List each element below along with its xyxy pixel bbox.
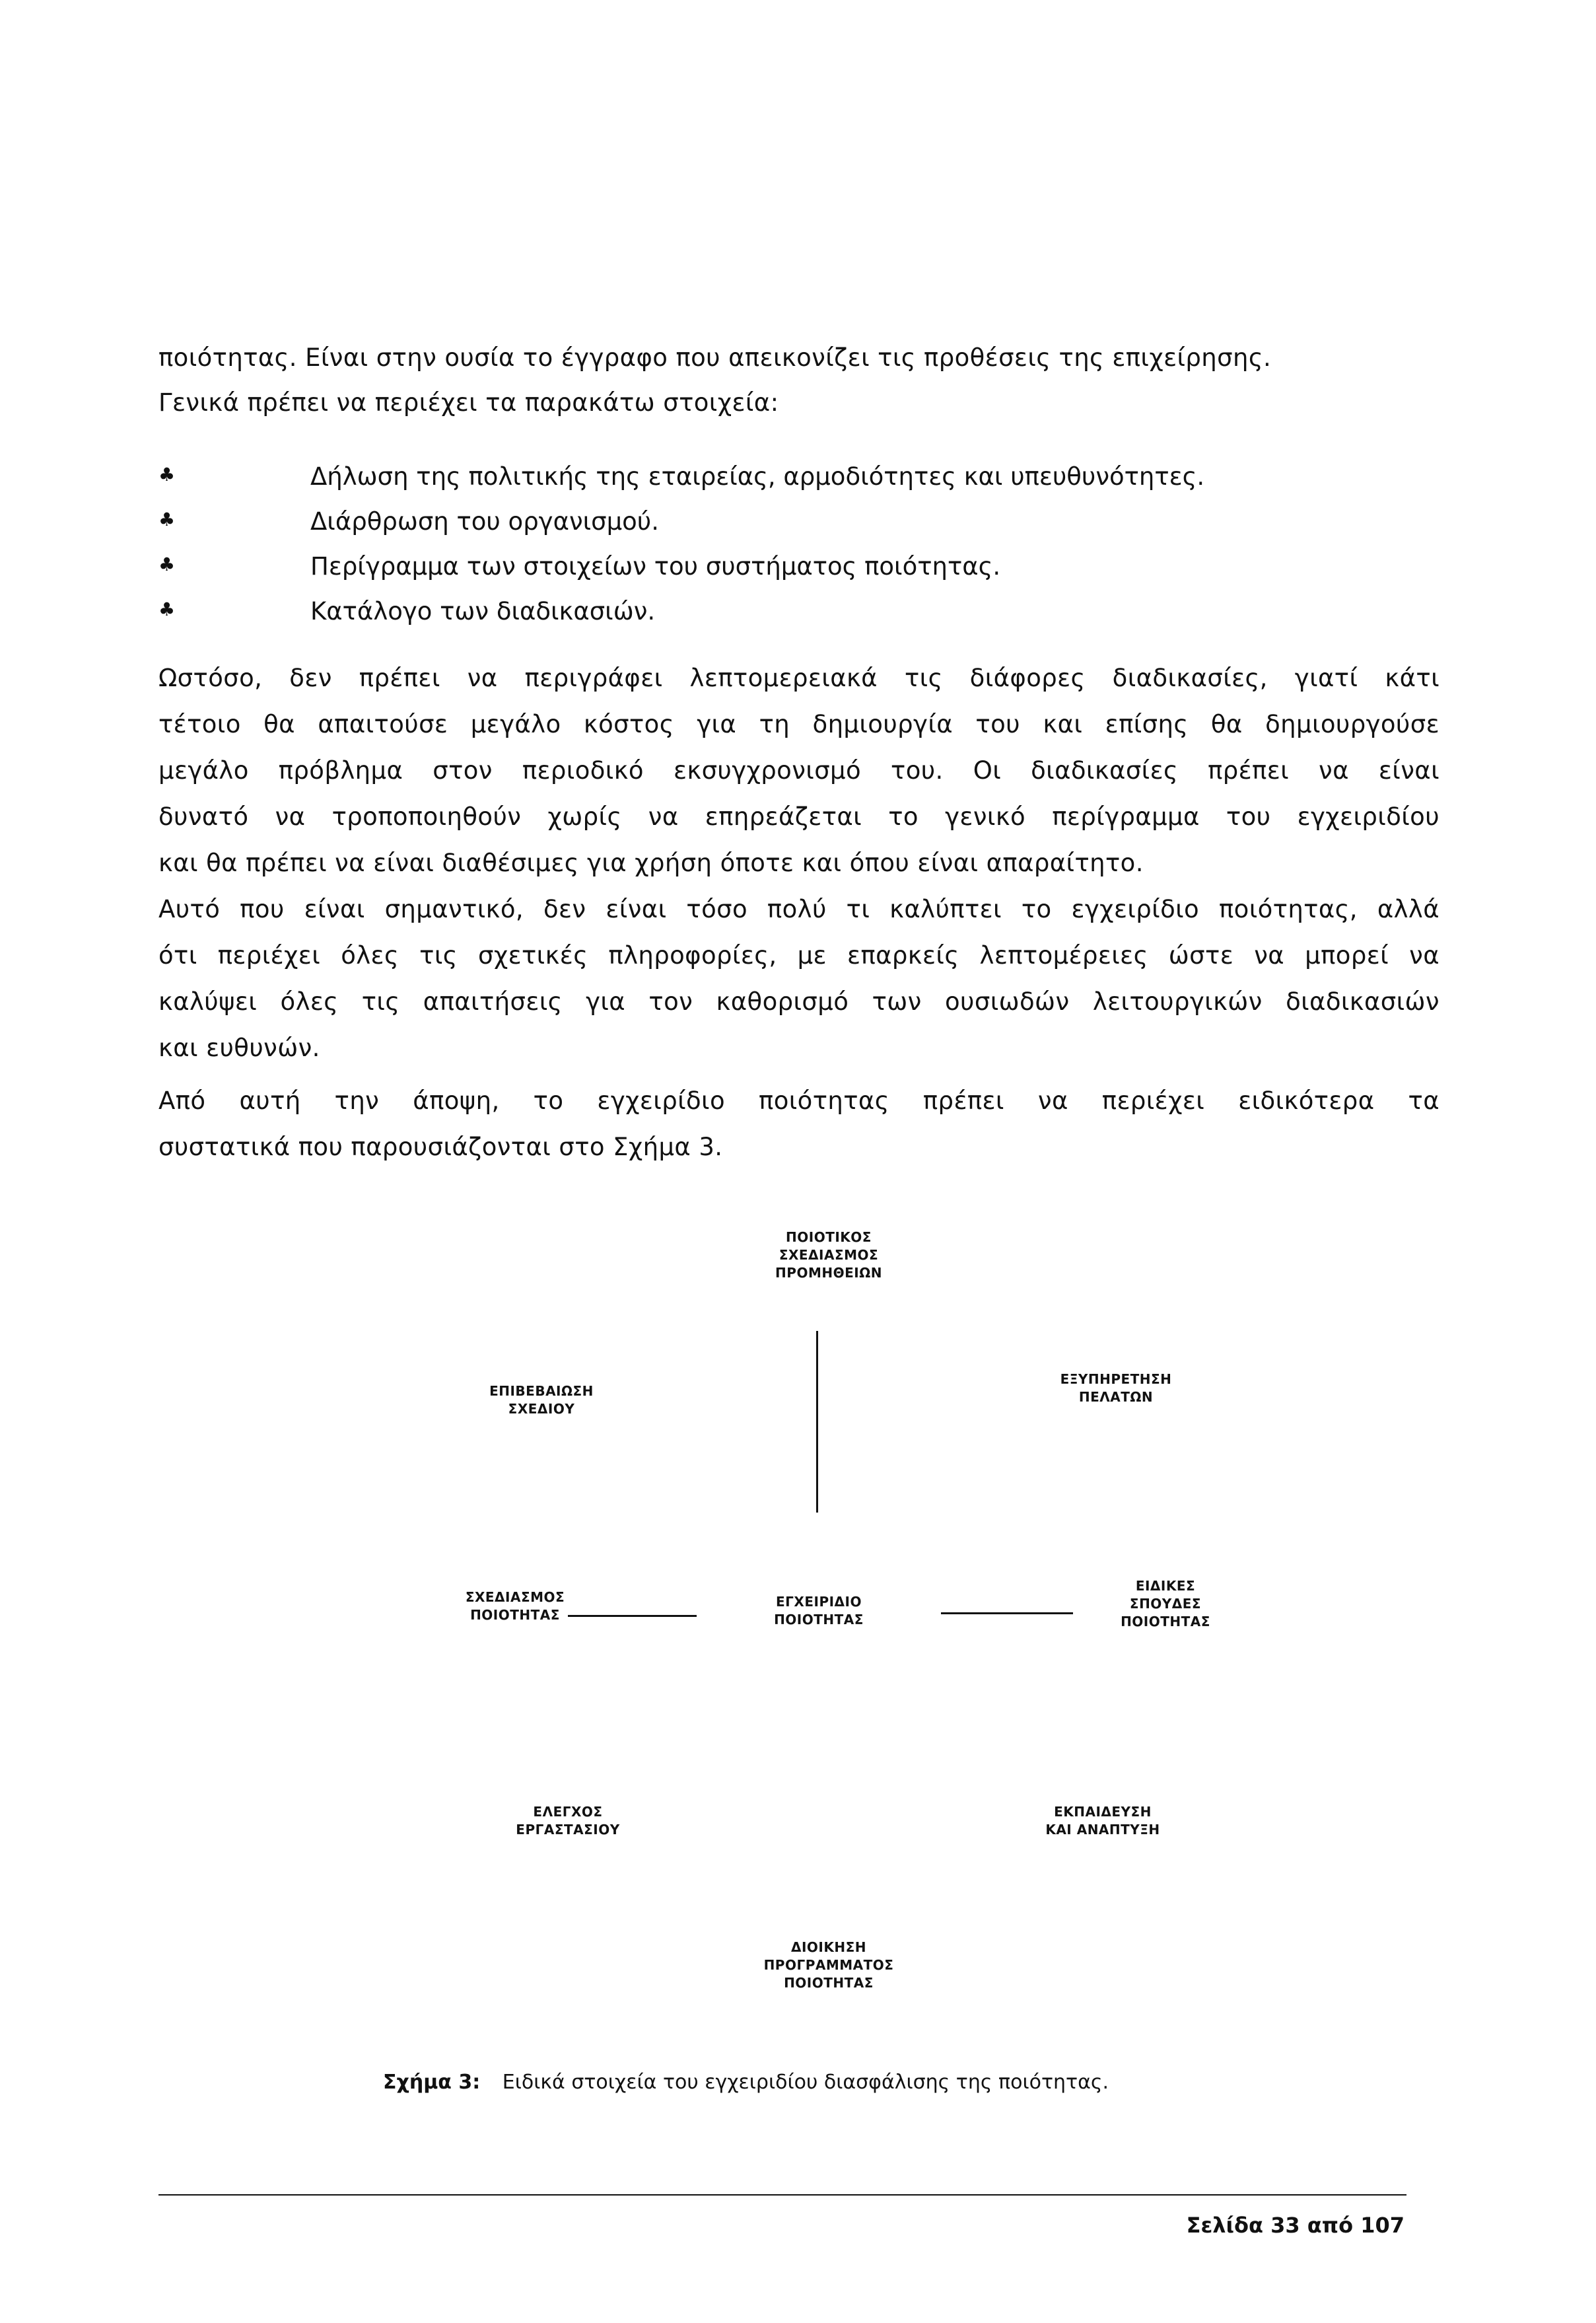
intro-line-1: ποιότητας. Είναι στην ουσία το έγγραφο που απεικονίζει τις προθέσεις της επιχείρησης.: [158, 343, 1272, 372]
node-design-verification: ΕΠΙΒΕΒΑΙΩΣΗ ΣΧΕΔΙΟΥ: [489, 1383, 594, 1417]
paragraph-1-line: Ωστόσο, δεν πρέπει να περιγράφει λεπτομερειακά τις διάφορες διαδικασίες, γιατί κάτι: [158, 664, 1440, 692]
figure-caption: [383, 2071, 1109, 2094]
node-procurement-planning: ΠΟΙΟΤΙΚΟΣ ΣΧΕΔΙΑΣΜΟΣ ΠΡΟΜΗΘΕΙΩΝ: [775, 1229, 882, 1281]
node-training-development: ΕΚΠΑΙΔΕΥΣΗ ΚΑΙ ΑΝΑΠΤΥΞΗ: [1045, 1804, 1160, 1838]
figure-label: Σχήμα 3:: [383, 2071, 481, 2094]
node-quality-program-management: ΔΙΟΙΚΗΣΗ ΠΡΟΓΡΑΜΜΑΤΟΣ ΠΟΙΟΤΗΤΑΣ: [763, 1939, 894, 1991]
list-item-text: Διάρθρωση του οργανισμού.: [310, 507, 659, 536]
paragraph-1-line: μεγάλο πρόβλημα στον περιοδικό εκσυγχρονισμό του. Οι διαδικασίες πρέπει να είναι: [158, 756, 1440, 785]
paragraph-2-line: καλύψει όλες τις απαιτήσεις για τον καθορισμό των ουσιωδών λειτουργικών διαδικασιών: [158, 987, 1440, 1016]
list-item-text: Κατάλογο των διαδικασιών.: [310, 597, 656, 625]
paragraph-3-line: Από αυτή την άποψη, το εγχειρίδιο ποιότητας πρέπει να περιέχει ειδικότερα τα: [158, 1087, 1440, 1115]
node-quality-manual: ΕΓΧΕΙΡΙΔΙΟ ΠΟΙΟΤΗΤΑΣ: [774, 1594, 864, 1627]
club-bullet-icon: ♣: [158, 464, 176, 485]
club-bullet-icon: ♣: [158, 554, 176, 575]
paragraph-2-line: και ευθυνών.: [158, 1034, 320, 1062]
page-number: Σελίδα 33 από 107: [1186, 2213, 1405, 2238]
footer-divider: [158, 2194, 1406, 2196]
node-customer-service: ΕΞΥΠΗΡΕΤΗΣΗ ΠΕΛΑΤΩΝ: [1060, 1371, 1172, 1405]
paragraph-1-line: και θα πρέπει να είναι διαθέσιμες για χρήση όποτε και όπου είναι απαραίτητο.: [158, 849, 1144, 877]
club-bullet-icon: ♣: [158, 598, 176, 620]
paragraph-1-line: τέτοιο θα απαιτούσε μεγάλο κόστος για τη δημιουργία του και επίσης θα δημιουργούσε: [158, 710, 1440, 738]
paragraph-1-line: δυνατό να τροποποιηθούν χωρίς να επηρεάζεται το γενικό περίγραμμα του εγχειριδίου: [158, 803, 1440, 831]
connector-vertical: [816, 1331, 818, 1513]
connector-right: [941, 1612, 1073, 1614]
figure-caption-text: Ειδικά στοιχεία του εγχειριδίου διασφάλισης της ποιότητας.: [502, 2071, 1109, 2094]
connector-left: [568, 1615, 697, 1617]
paragraph-3-line: συστατικά που παρουσιάζονται στο Σχήμα 3.: [158, 1133, 723, 1161]
intro-line-2: Γενικά πρέπει να περιέχει τα παρακάτω στοιχεία:: [158, 388, 779, 417]
paragraph-2-line: Αυτό που είναι σημαντικό, δεν είναι τόσο πολύ τι καλύπτει το εγχειρίδιο ποιότητας, αλλά: [158, 895, 1440, 923]
club-bullet-icon: ♣: [158, 509, 176, 530]
paragraph-2-line: ότι περιέχει όλες τις σχετικές πληροφορίες, με επαρκείς λεπτομέρειες ώστε να μπορεί να: [158, 941, 1440, 970]
node-laboratory-control: ΕΛΕΓΧΟΣ ΕΡΓΑΣΤΑΣΙΟΥ: [516, 1804, 620, 1838]
node-special-quality-studies: ΕΙΔΙΚΕΣ ΣΠΟΥΔΕΣ ΠΟΙΟΤΗΤΑΣ: [1121, 1578, 1210, 1629]
list-item-text: Περίγραμμα των στοιχείων του συστήματος ποιότητας.: [310, 552, 1001, 581]
list-item-text: Δήλωση της πολιτικής της εταιρείας, αρμοδιότητες και υπευθυνότητες.: [310, 462, 1205, 491]
node-quality-planning: ΣΧΕΔΙΑΣΜΟΣ ΠΟΙΟΤΗΤΑΣ: [465, 1589, 565, 1623]
